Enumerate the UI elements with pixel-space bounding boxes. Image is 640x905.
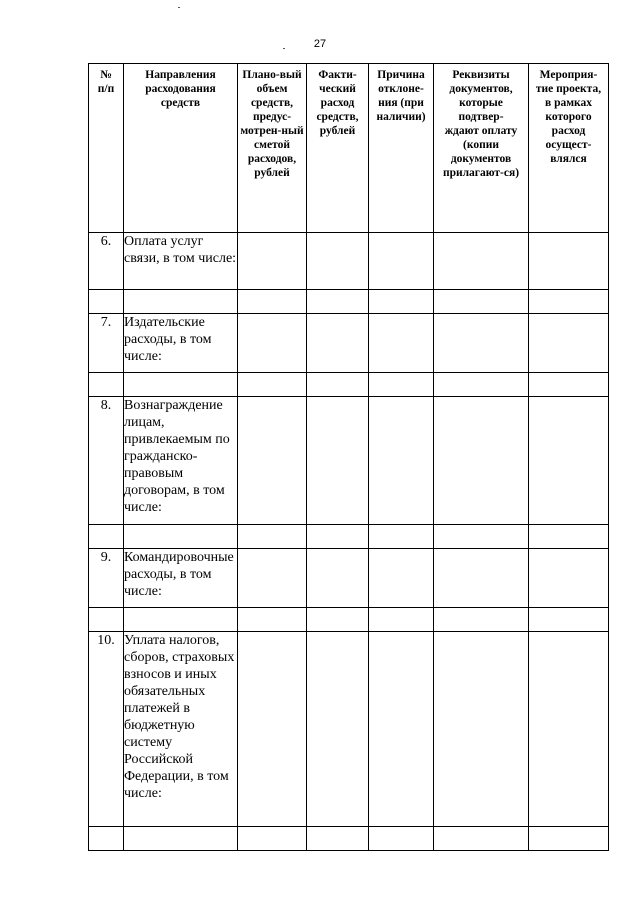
table-row <box>89 549 609 608</box>
row-number: 7. <box>89 314 124 373</box>
actual-expense-cell[interactable] <box>307 233 369 290</box>
actual-expense-cell[interactable] <box>307 314 369 373</box>
document-details-cell[interactable] <box>434 549 529 608</box>
row-number: 8. <box>89 397 124 525</box>
project-event-cell[interactable] <box>529 233 609 290</box>
deviation-reason-cell[interactable] <box>369 549 434 608</box>
expense-report-table <box>88 63 609 851</box>
table-subrow <box>89 290 609 314</box>
document-details-cell[interactable] <box>434 397 529 525</box>
deviation-reason-cell[interactable] <box>369 632 434 827</box>
deviation-reason-cell[interactable] <box>369 397 434 525</box>
table-row <box>89 632 609 827</box>
row-expense-name: Издательские расходы, в том числе: <box>124 314 238 373</box>
table-subrow <box>89 608 609 632</box>
table-row <box>89 397 609 525</box>
header-expense-direction: Направления расходования средств <box>124 64 238 233</box>
project-event-cell[interactable] <box>529 549 609 608</box>
planned-amount-cell[interactable] <box>238 314 307 373</box>
table-subrow <box>89 827 609 851</box>
row-number: 10. <box>89 632 124 827</box>
project-event-cell[interactable] <box>529 632 609 827</box>
planned-amount-cell[interactable] <box>238 397 307 525</box>
header-project-event: Мероприя-тие проекта, в рамках которого расход осущест-влялся <box>529 64 609 233</box>
row-expense-name: Оплата услуг связи, в том числе: <box>124 233 238 290</box>
document-details-cell[interactable] <box>434 314 529 373</box>
planned-amount-cell[interactable] <box>238 549 307 608</box>
table-row <box>89 314 609 373</box>
project-event-cell[interactable] <box>529 314 609 373</box>
row-number: 6. <box>89 233 124 290</box>
header-document-details: Реквизиты документов, которые подтвер-ждают оплату (копии документов прилагают-ся) <box>434 64 529 233</box>
project-event-cell[interactable] <box>529 397 609 525</box>
row-number: 9. <box>89 549 124 608</box>
header-number: № п/п <box>89 64 124 233</box>
scan-speck <box>178 7 180 8</box>
actual-expense-cell[interactable] <box>307 397 369 525</box>
row-expense-name: Командировочные расходы, в том числе: <box>124 549 238 608</box>
planned-amount-cell[interactable] <box>238 632 307 827</box>
header-deviation-reason: Причина отклоне-ния (при наличии) <box>369 64 434 233</box>
document-details-cell[interactable] <box>434 233 529 290</box>
deviation-reason-cell[interactable] <box>369 233 434 290</box>
table-subrow <box>89 525 609 549</box>
header-actual-expense: Факти-ческий расход средств, рублей <box>307 64 369 233</box>
table-row <box>89 233 609 290</box>
planned-amount-cell[interactable] <box>238 233 307 290</box>
document-details-cell[interactable] <box>434 632 529 827</box>
page-number: 27 <box>313 38 327 50</box>
table-subrow <box>89 373 609 397</box>
header-planned-amount: Плано-вый объем средств, предус-мотрен-ный сметой расходов, рублей <box>238 64 307 233</box>
table-header-row <box>89 64 609 233</box>
deviation-reason-cell[interactable] <box>369 314 434 373</box>
row-expense-name: Уплата налогов, сборов, страховых взносов и иных обязательных платежей в бюджетную систему Российской Федерации, в том числе: <box>124 632 238 827</box>
actual-expense-cell[interactable] <box>307 549 369 608</box>
row-expense-name: Вознаграждение лицам, привлекаемым по гражданско-правовым договорам, в том числе: <box>124 397 238 525</box>
actual-expense-cell[interactable] <box>307 632 369 827</box>
